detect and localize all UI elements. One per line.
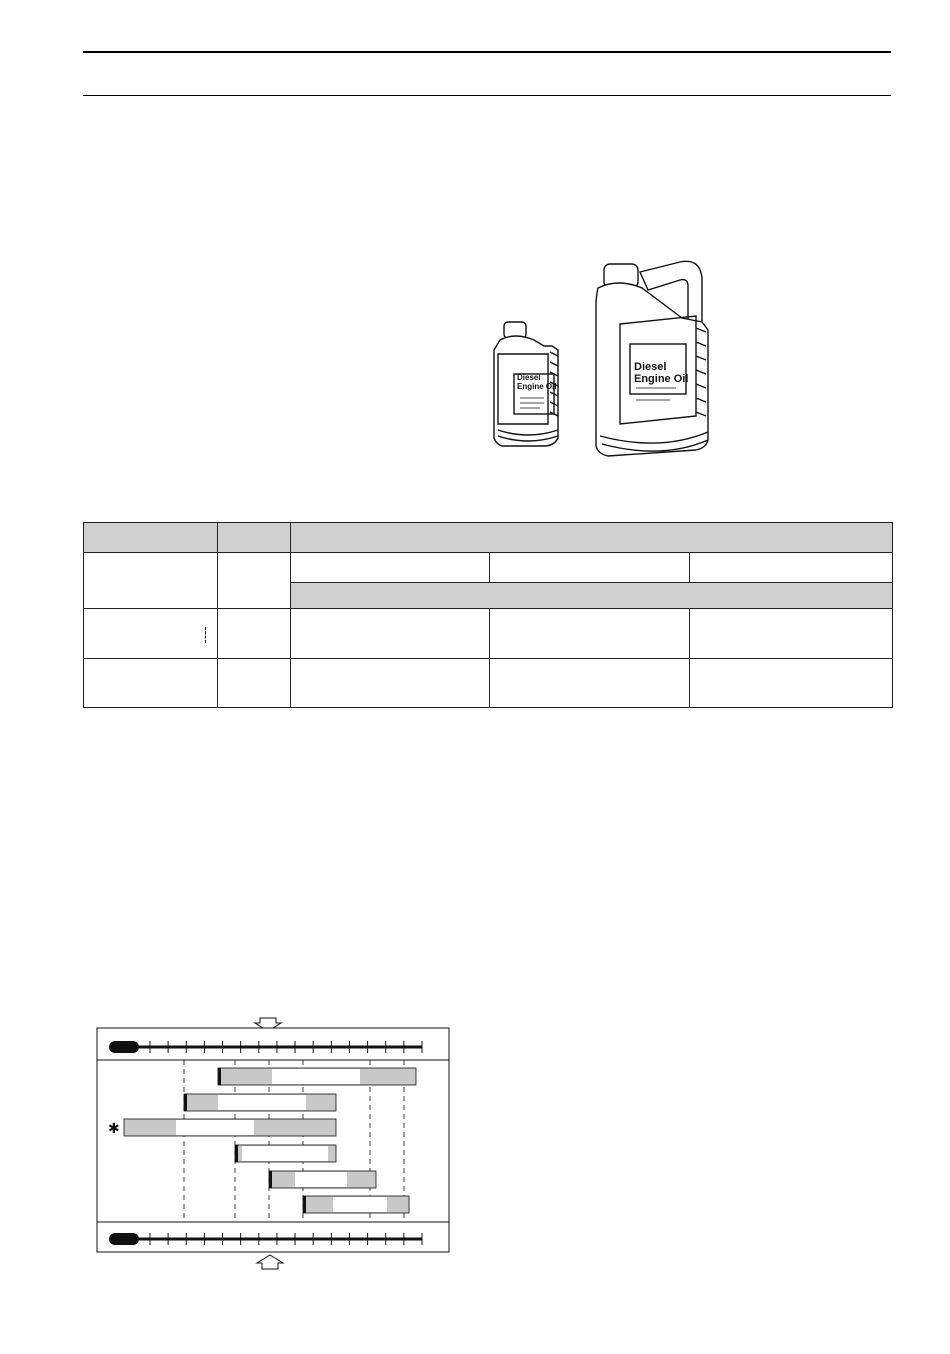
table-cell-r2c2 [218, 553, 291, 609]
small-bottle-label-line1: Diesel [517, 373, 541, 382]
large-can-label-line2: Engine Oil [634, 373, 689, 385]
table-header-cell-3 [291, 523, 893, 553]
viscosity-temperature-chart [96, 1014, 452, 1272]
range-bar-5 [269, 1171, 376, 1188]
table-cell-r5c2 [218, 658, 291, 708]
chart-frame [97, 1028, 449, 1252]
table-cell-r5c3 [291, 658, 490, 708]
table-cell-r2c4 [490, 553, 690, 583]
table-cell-r4c3 [291, 609, 490, 658]
table-cell-r4c4 [490, 609, 690, 658]
table-cell-r2c1 [84, 553, 218, 609]
table-header-cell-2 [218, 523, 291, 553]
range-bar-2 [184, 1094, 336, 1111]
table-cell-r4c5 [690, 609, 893, 658]
table-cell-r4c1 [84, 609, 218, 658]
engine-oil-containers-illustration [490, 258, 730, 458]
table-cell-r2c5 [690, 553, 893, 583]
table-header-cell-1 [84, 523, 218, 553]
range-bar-4 [235, 1145, 336, 1162]
table-cell-r2c3 [291, 553, 490, 583]
table-cell-r5c4 [490, 658, 690, 708]
large-oil-can [596, 261, 708, 456]
large-can-label-line1: Diesel [634, 361, 667, 373]
table-grey-subheader [291, 583, 893, 609]
small-bottle-label-line2: Engine Oil [517, 382, 557, 391]
header-rule-bottom [83, 95, 891, 96]
range-bar-1 [218, 1068, 416, 1085]
table-dashed-mark [205, 627, 207, 643]
oil-specification-table [83, 522, 893, 708]
range-bar-6 [303, 1196, 409, 1213]
bottom-arrow-icon [257, 1255, 283, 1269]
table-cell-r5c5 [690, 658, 893, 708]
small-oil-bottle [494, 322, 558, 446]
range-bar-3 [124, 1119, 336, 1136]
table-cell-r5c1 [84, 658, 218, 708]
header-rule-top [83, 51, 891, 53]
table-cell-r4c2 [218, 609, 291, 658]
asterisk-marker: ✱ [108, 1121, 120, 1137]
